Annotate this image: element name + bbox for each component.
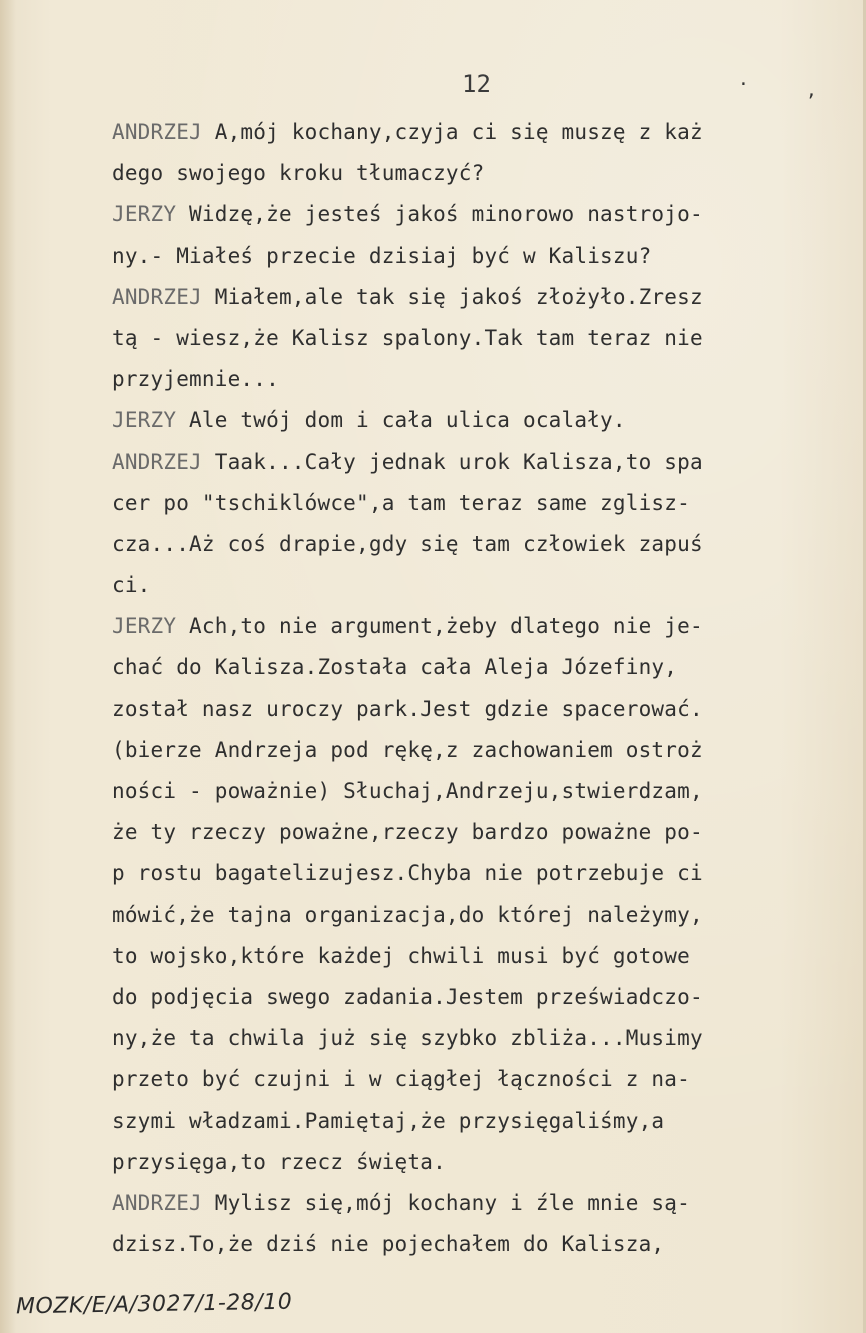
text-line: [112, 606, 864, 647]
line-text: cza...Aż coś drapie,gdy się tam człowiek zapuś: [112, 531, 703, 556]
text-line: [112, 812, 864, 853]
typescript-text: [112, 112, 864, 1265]
text-line: [112, 1101, 864, 1142]
text-line: [112, 1059, 864, 1100]
line-text: ny.- Miałeś przecie dzisiaj być w Kaliszu?: [112, 243, 652, 268]
text-line: [112, 1183, 864, 1224]
line-text: p rostu bagatelizujesz.Chyba nie potrzebuje ci: [112, 861, 703, 886]
text-line: [112, 895, 864, 936]
line-text: Ach,to nie argument,żeby dlatego nie je-: [176, 614, 703, 639]
text-line: [112, 277, 864, 318]
text-line: [112, 359, 864, 400]
text-line: [112, 1018, 864, 1059]
text-line: [112, 483, 864, 524]
line-text: tą - wiesz,że Kalisz spalony.Tak tam teraz nie: [112, 325, 703, 350]
text-line: [112, 153, 864, 194]
text-line: [112, 977, 864, 1018]
line-text: przyjemnie...: [112, 367, 279, 392]
line-text: Ale twój dom i cała ulica ocalały.: [176, 408, 626, 433]
line-text: (bierze Andrzeja pod rękę,z zachowaniem ostroż: [112, 737, 703, 762]
speaker-name: ANDRZEJ: [112, 120, 202, 144]
line-text: cer po "tschiklówce",a tam teraz same zglisz-: [112, 490, 690, 515]
text-line: [112, 730, 864, 771]
text-line: [112, 1142, 864, 1183]
speaker-name: ANDRZEJ: [112, 449, 202, 474]
line-text: Widzę,że jesteś jakoś minorowo nastrojo-: [176, 202, 703, 227]
line-text: Miałem,ale tak się jakoś złożyło.Zresz: [201, 284, 703, 309]
line-text: że ty rzeczy poważne,rzeczy bardzo poważne po-: [112, 820, 703, 845]
text-line: [112, 689, 864, 730]
line-text: Taak...Cały jednak urok Kalisza,to spa: [201, 449, 703, 474]
line-text: mówić,że tajna organizacja,do której należymy,: [112, 902, 703, 927]
speaker-name: ANDRZEJ: [112, 284, 202, 309]
line-text: przeto być czujni i w ciągłej łączności z na-: [112, 1067, 690, 1092]
stray-dot-mark: ·: [738, 74, 749, 95]
archive-signature: MOZK/E/A/3027/1-28/10: [15, 1289, 293, 1320]
text-line: [112, 442, 864, 483]
line-text: ci.: [112, 573, 151, 598]
text-line: [112, 524, 864, 565]
line-text: to wojsko,które każdej chwili musi być gotowe: [112, 943, 690, 968]
line-text: szymi władzami.Pamiętaj,że przysięgaliśmy,a: [112, 1108, 665, 1133]
speaker-name: JERZY: [112, 614, 177, 639]
text-line: [112, 318, 864, 359]
speaker-name: JERZY: [112, 408, 177, 433]
line-text: dego swojego kroku tłumaczyć?: [112, 161, 485, 186]
stray-comma-mark: ,: [806, 80, 817, 101]
line-text: dzisz.To,że dziś nie pojechałem do Kalisza,: [112, 1232, 665, 1257]
text-line: [112, 853, 864, 894]
line-text: przysięga,to rzecz święta.: [112, 1149, 446, 1174]
line-text: Mylisz się,mój kochany i źle mnie są-: [201, 1190, 690, 1215]
text-line: [112, 1224, 864, 1265]
line-text: chać do Kalisza.Została cała Aleja Józefiny,: [112, 655, 678, 680]
text-line: [112, 112, 864, 153]
page-left-edge: [0, 0, 16, 1333]
line-text: ności - poważnie) Słuchaj,Andrzeju,stwierdzam,: [112, 779, 703, 803]
text-line: [112, 194, 864, 235]
line-text: do podjęcia swego zadania.Jestem przeświadczo-: [112, 984, 703, 1009]
text-line: [112, 771, 864, 812]
line-text: ny,że ta chwila już się szybko zbliża...Musimy: [112, 1026, 703, 1051]
line-text: A,mój kochany,czyja ci się muszę z każ: [201, 120, 703, 144]
text-line: [112, 936, 864, 977]
line-text: został nasz uroczy park.Jest gdzie spacerować.: [112, 696, 703, 721]
page-number: 12: [462, 70, 491, 98]
speaker-name: ANDRZEJ: [112, 1190, 202, 1215]
text-line: [112, 400, 864, 441]
text-line: [112, 647, 864, 688]
text-line: [112, 565, 864, 606]
text-line: [112, 236, 864, 277]
speaker-name: JERZY: [112, 202, 177, 227]
